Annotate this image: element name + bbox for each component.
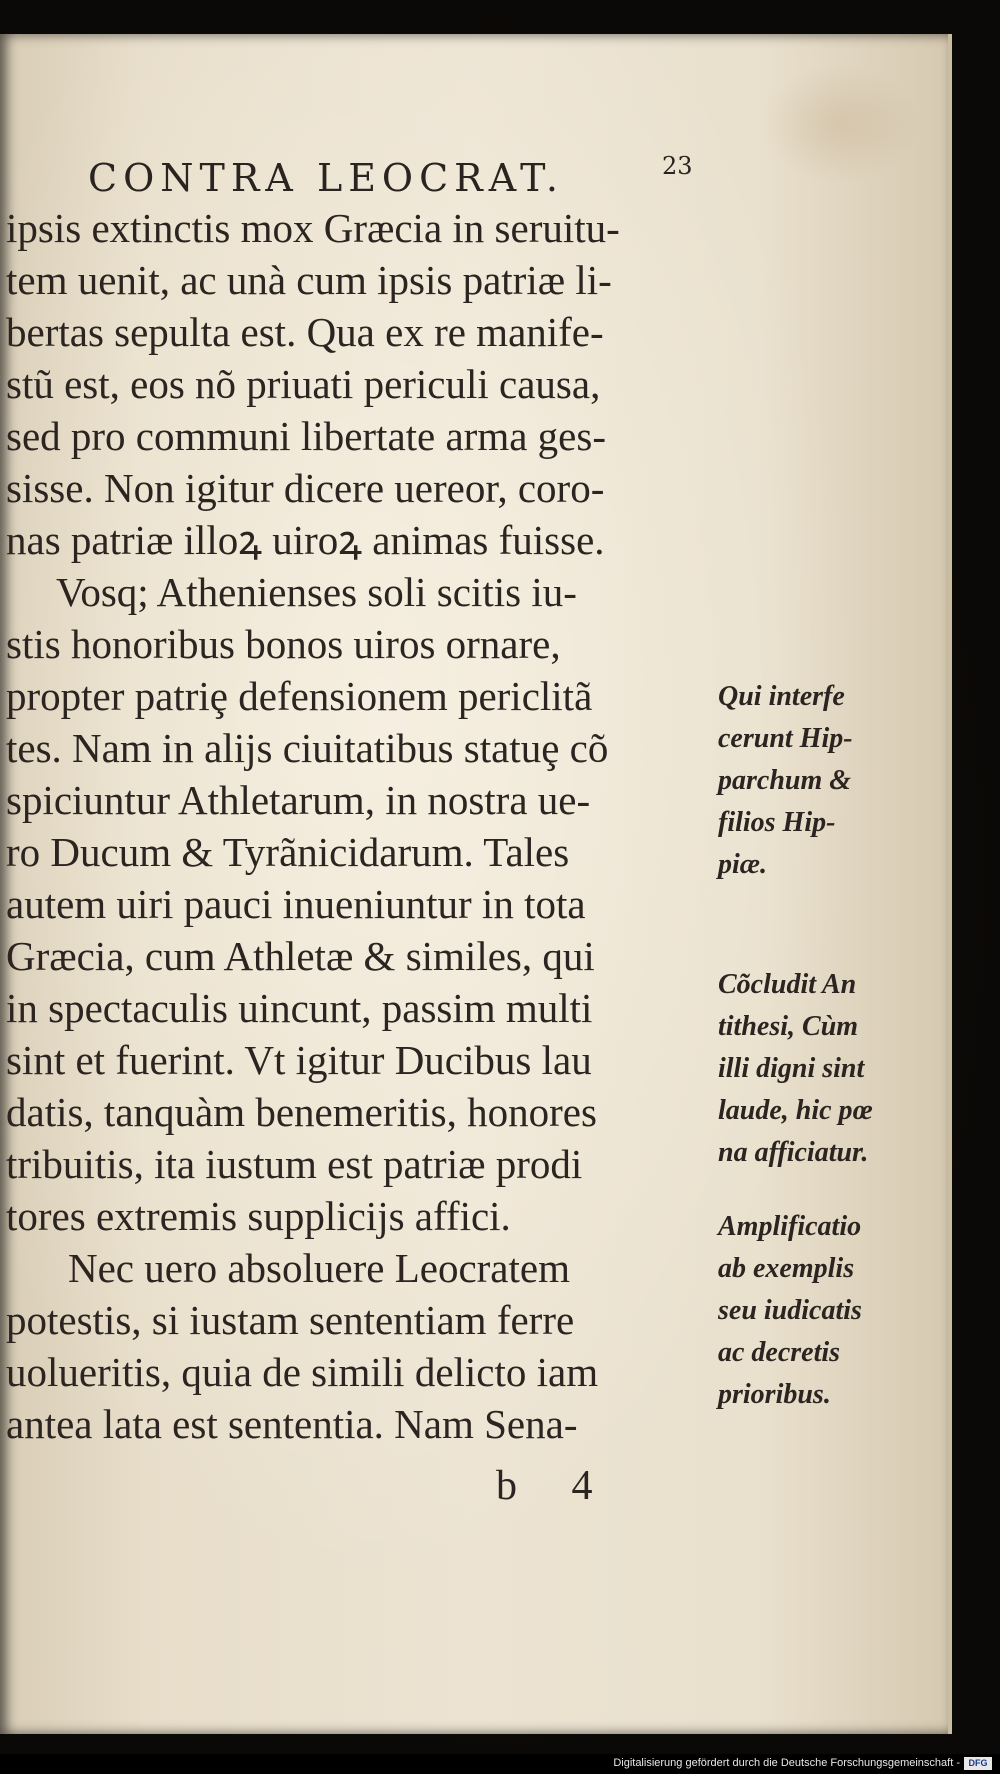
margin-note-line: Amplificatio xyxy=(718,1211,862,1242)
text-line: antea lata est sententia. Nam Sena- xyxy=(6,1401,578,1447)
main-text-block xyxy=(6,202,726,1450)
text-line: tores extremis supplicijs affici. xyxy=(6,1193,511,1239)
text-line: sisse. Non igitur dicere uereor, coro- xyxy=(6,465,605,511)
margin-note-line: prioribus. xyxy=(718,1379,831,1410)
margin-note-line: Cõcludit An xyxy=(718,969,857,1000)
margin-note-line: seu iudicatis xyxy=(718,1295,862,1326)
margin-note-line: Qui interfe xyxy=(718,681,845,712)
margin-note-line: ab exemplis xyxy=(718,1253,855,1284)
text-line: spiciuntur Athletarum, in nostra ue- xyxy=(6,777,591,823)
margin-note-line: parchum & xyxy=(718,765,852,796)
digitization-credit: Digitalisierung gefördert durch die Deutsche Forschungsgemeinschaft - xyxy=(613,1757,960,1769)
running-head: CONTRA LEOCRAT. xyxy=(88,156,564,200)
margin-note-line: piæ. xyxy=(718,849,767,880)
text-line: stis honoribus bonos uiros ornare, xyxy=(6,621,561,667)
margin-note-line: ac decretis xyxy=(718,1337,841,1368)
text-line: Nec uero absoluere Leocratem xyxy=(68,1245,570,1291)
signature-mark: b 4 xyxy=(496,1463,615,1509)
margin-note xyxy=(718,964,928,1174)
margin-note-line: tithesi, Cùm xyxy=(718,1011,859,1042)
text-line: datis, tanquàm benemeritis, honores xyxy=(6,1089,597,1135)
margin-note xyxy=(718,676,928,886)
margin-note-line: na afficiatur. xyxy=(718,1137,869,1168)
text-line: uolueritis, quia de simili delicto iam xyxy=(6,1349,599,1395)
text-line: potestis, si iustam sententiam ferre xyxy=(6,1297,575,1343)
text-line: nas patriæ illoꝝ uiroꝝ animas fuisse. xyxy=(6,517,605,563)
book-page xyxy=(0,34,952,1734)
margin-note-line: filios Hip- xyxy=(718,807,836,838)
text-line: in spectaculis uincunt, passim multi xyxy=(6,985,593,1031)
text-line: tribuitis, ita iustum est patriæ prodi xyxy=(6,1141,583,1187)
text-line: tem uenit, ac unà cum ipsis patriæ li- xyxy=(6,257,612,303)
margin-note-line: cerunt Hip- xyxy=(718,723,853,754)
page-number: 23 xyxy=(662,152,693,180)
margin-note-line: laude, hic pœ xyxy=(718,1095,873,1126)
text-line: autem uiri pauci inueniuntur in tota xyxy=(6,881,586,927)
margin-note xyxy=(718,1206,928,1416)
margin-note-line: illi digni sint xyxy=(718,1053,865,1084)
text-line: ipsis extinctis mox Græcia in seruitu- xyxy=(6,205,620,251)
text-line: sint et fuerint. Vt igitur Ducibus lau xyxy=(6,1037,592,1083)
text-line: propter patriȩ defensionem periclitã xyxy=(6,673,593,719)
text-line: stũ est, eos nõ priuati periculi causa, xyxy=(6,361,601,407)
text-line: sed pro communi libertate arma ges- xyxy=(6,413,606,459)
text-line: Vosq; Athenienses soli scitis iu- xyxy=(56,569,577,615)
dfg-logo-icon: DFG xyxy=(964,1757,992,1770)
text-line: tes. Nam in alijs ciuitatibus statuȩ cõ xyxy=(6,725,609,771)
text-line: bertas sepulta est. Qua ex re manife- xyxy=(6,309,604,355)
text-line: ro Ducum & Tyrãnicidarum. Tales xyxy=(6,829,570,875)
text-line: Græcia, cum Athletæ & similes, qui xyxy=(6,933,595,979)
